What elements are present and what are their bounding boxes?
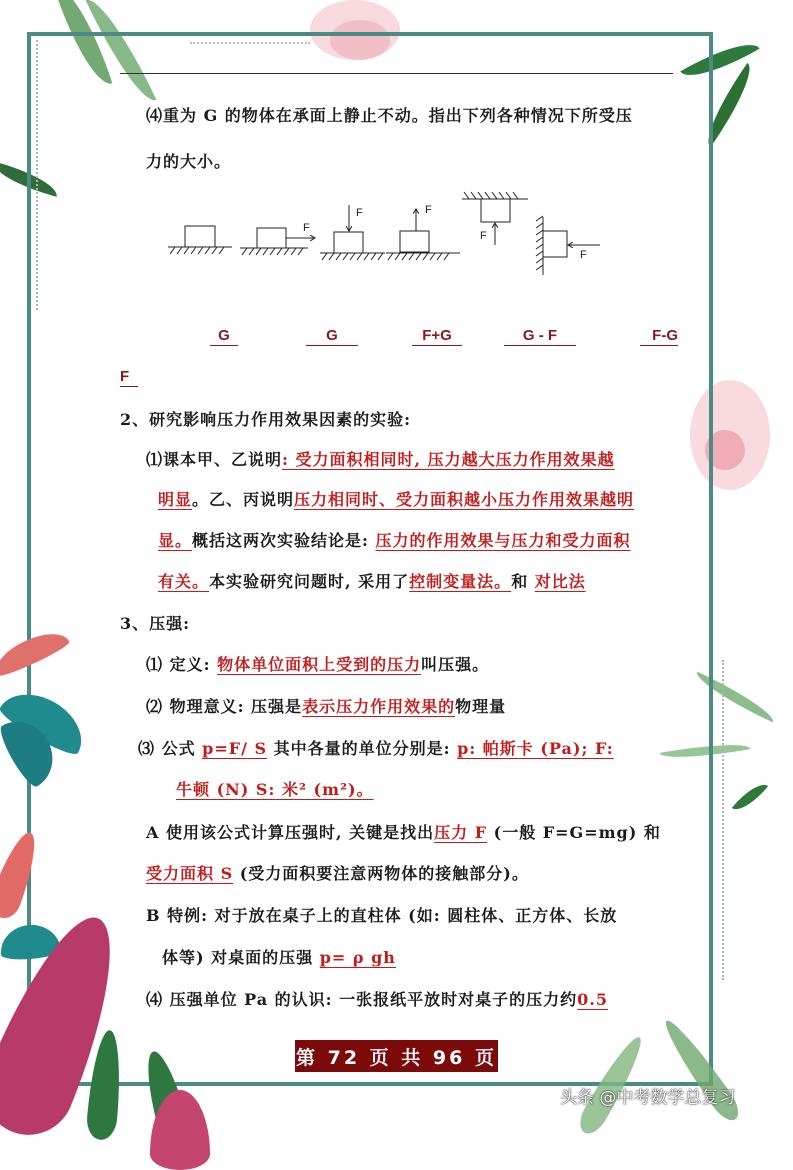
watermark: 头条 @中考数学总复习 xyxy=(560,1088,736,1108)
diagram-case-wall xyxy=(536,216,600,275)
paragraph-line xyxy=(146,990,608,1010)
answer-text: 有关。 xyxy=(158,572,210,591)
answer-text: 压力 F xyxy=(434,823,488,842)
svg-text:F: F xyxy=(580,249,587,261)
static-text: 概括这两次实验结论是: xyxy=(192,531,376,550)
static-text: (受力面积要注意两物体的接触部分)。 xyxy=(233,864,529,883)
static-text: ⑷ 压强单位 Pa 的认识: 一张报纸平放时对桌子的压力约 xyxy=(146,990,578,1009)
answer-text: p= ρ gh xyxy=(319,948,396,967)
answer-text: 显。 xyxy=(158,531,193,550)
paragraph-line xyxy=(146,823,661,843)
answer-blank: G xyxy=(210,327,238,346)
static-text: ⑵ 物理意义: 压强是 xyxy=(146,697,303,716)
diagram-case-ceiling xyxy=(462,192,528,245)
static-text: 其中各量的单位分别是: xyxy=(267,739,458,758)
static-text: A 使用该公式计算压强时, 关键是找出 xyxy=(146,823,435,842)
paragraph-line xyxy=(146,450,615,470)
paragraph-line xyxy=(158,490,634,510)
answer-blank: G xyxy=(306,327,358,346)
paragraph-line xyxy=(146,655,489,675)
answer-blank: F-G xyxy=(640,327,678,346)
answer-text: 0.5 xyxy=(577,990,609,1009)
static-text: 物理量 xyxy=(455,697,507,716)
paragraph-line xyxy=(162,948,396,968)
static-text: 和 xyxy=(511,572,535,591)
leaf-decoration xyxy=(732,777,768,817)
answer-text: : 受力面积相同时, 压力越大压力作用效果越 xyxy=(282,450,615,469)
static-text: ⑶ 公式 xyxy=(138,739,203,758)
static-text: 体等) 对桌面的压强 xyxy=(162,948,320,967)
answer-blank: F xyxy=(120,368,138,387)
paragraph-line: B 特例: 对于放在桌子上的直柱体 (如: 圆柱体、正方体、长放 xyxy=(146,906,618,925)
svg-text:F: F xyxy=(480,230,487,242)
header-rule xyxy=(120,73,673,74)
static-text: 叫压强。 xyxy=(421,655,490,674)
answer-blank: G - F xyxy=(504,327,576,346)
diagram-case-horizontal xyxy=(240,222,315,255)
paragraph-line xyxy=(158,572,586,592)
diagram-case-down xyxy=(320,205,385,260)
section-title: 2、研究影响压力作用效果因素的实验: xyxy=(120,410,412,429)
static-text: 。乙、丙说明 xyxy=(192,490,295,509)
static-text: 本实验研究问题时, 采用了 xyxy=(209,572,410,591)
section-title: 3、压强: xyxy=(120,614,191,633)
paragraph-line xyxy=(146,697,506,717)
paragraph-line xyxy=(176,780,374,800)
answer-text: 受力面积 S xyxy=(146,864,234,883)
svg-text:F: F xyxy=(356,207,363,219)
static-text: ⑴课本甲、乙说明 xyxy=(146,450,283,469)
answer-text: 压力的作用效果与压力和受力面积 xyxy=(375,531,631,550)
force-diagram xyxy=(160,185,620,275)
static-text: ⑴ 定义: xyxy=(146,655,218,674)
answer-text: 表示压力作用效果的 xyxy=(302,697,456,716)
answer-text: 对比法 xyxy=(534,572,586,591)
static-text: (一般 F=G=mg) 和 xyxy=(487,823,661,842)
page-number-label: 第 72 页 共 96 页 xyxy=(295,1040,498,1072)
question-line: 力的大小。 xyxy=(146,152,232,171)
dotted-border xyxy=(36,40,38,310)
diagram-case-ground xyxy=(168,226,232,254)
answer-text: 物体单位面积上受到的压力 xyxy=(217,655,422,674)
answer-text: 明显 xyxy=(158,490,193,509)
svg-text:F: F xyxy=(425,204,432,216)
diagram-case-up xyxy=(386,204,460,260)
paragraph-line xyxy=(138,739,614,759)
answer-text: 压力相同时、受力面积越小压力作用效果越明 xyxy=(294,490,635,509)
paragraph-line xyxy=(158,531,631,551)
dotted-border xyxy=(190,42,310,44)
answer-blank: F+G xyxy=(412,327,462,346)
svg-text:F: F xyxy=(303,222,310,234)
answer-text: 牛顿 (N) S: 米² (m²)。 xyxy=(176,780,374,799)
answer-text: 控制变量法。 xyxy=(409,572,512,591)
paragraph-line xyxy=(146,864,529,884)
dotted-border xyxy=(722,660,724,980)
answer-text: p=F/ S xyxy=(202,739,268,758)
question-line: ⑷重为 G 的物体在承面上静止不动。指出下列各种情况下所受压 xyxy=(146,106,633,125)
answer-text: p: 帕斯卡 (Pa); F: xyxy=(457,739,614,758)
